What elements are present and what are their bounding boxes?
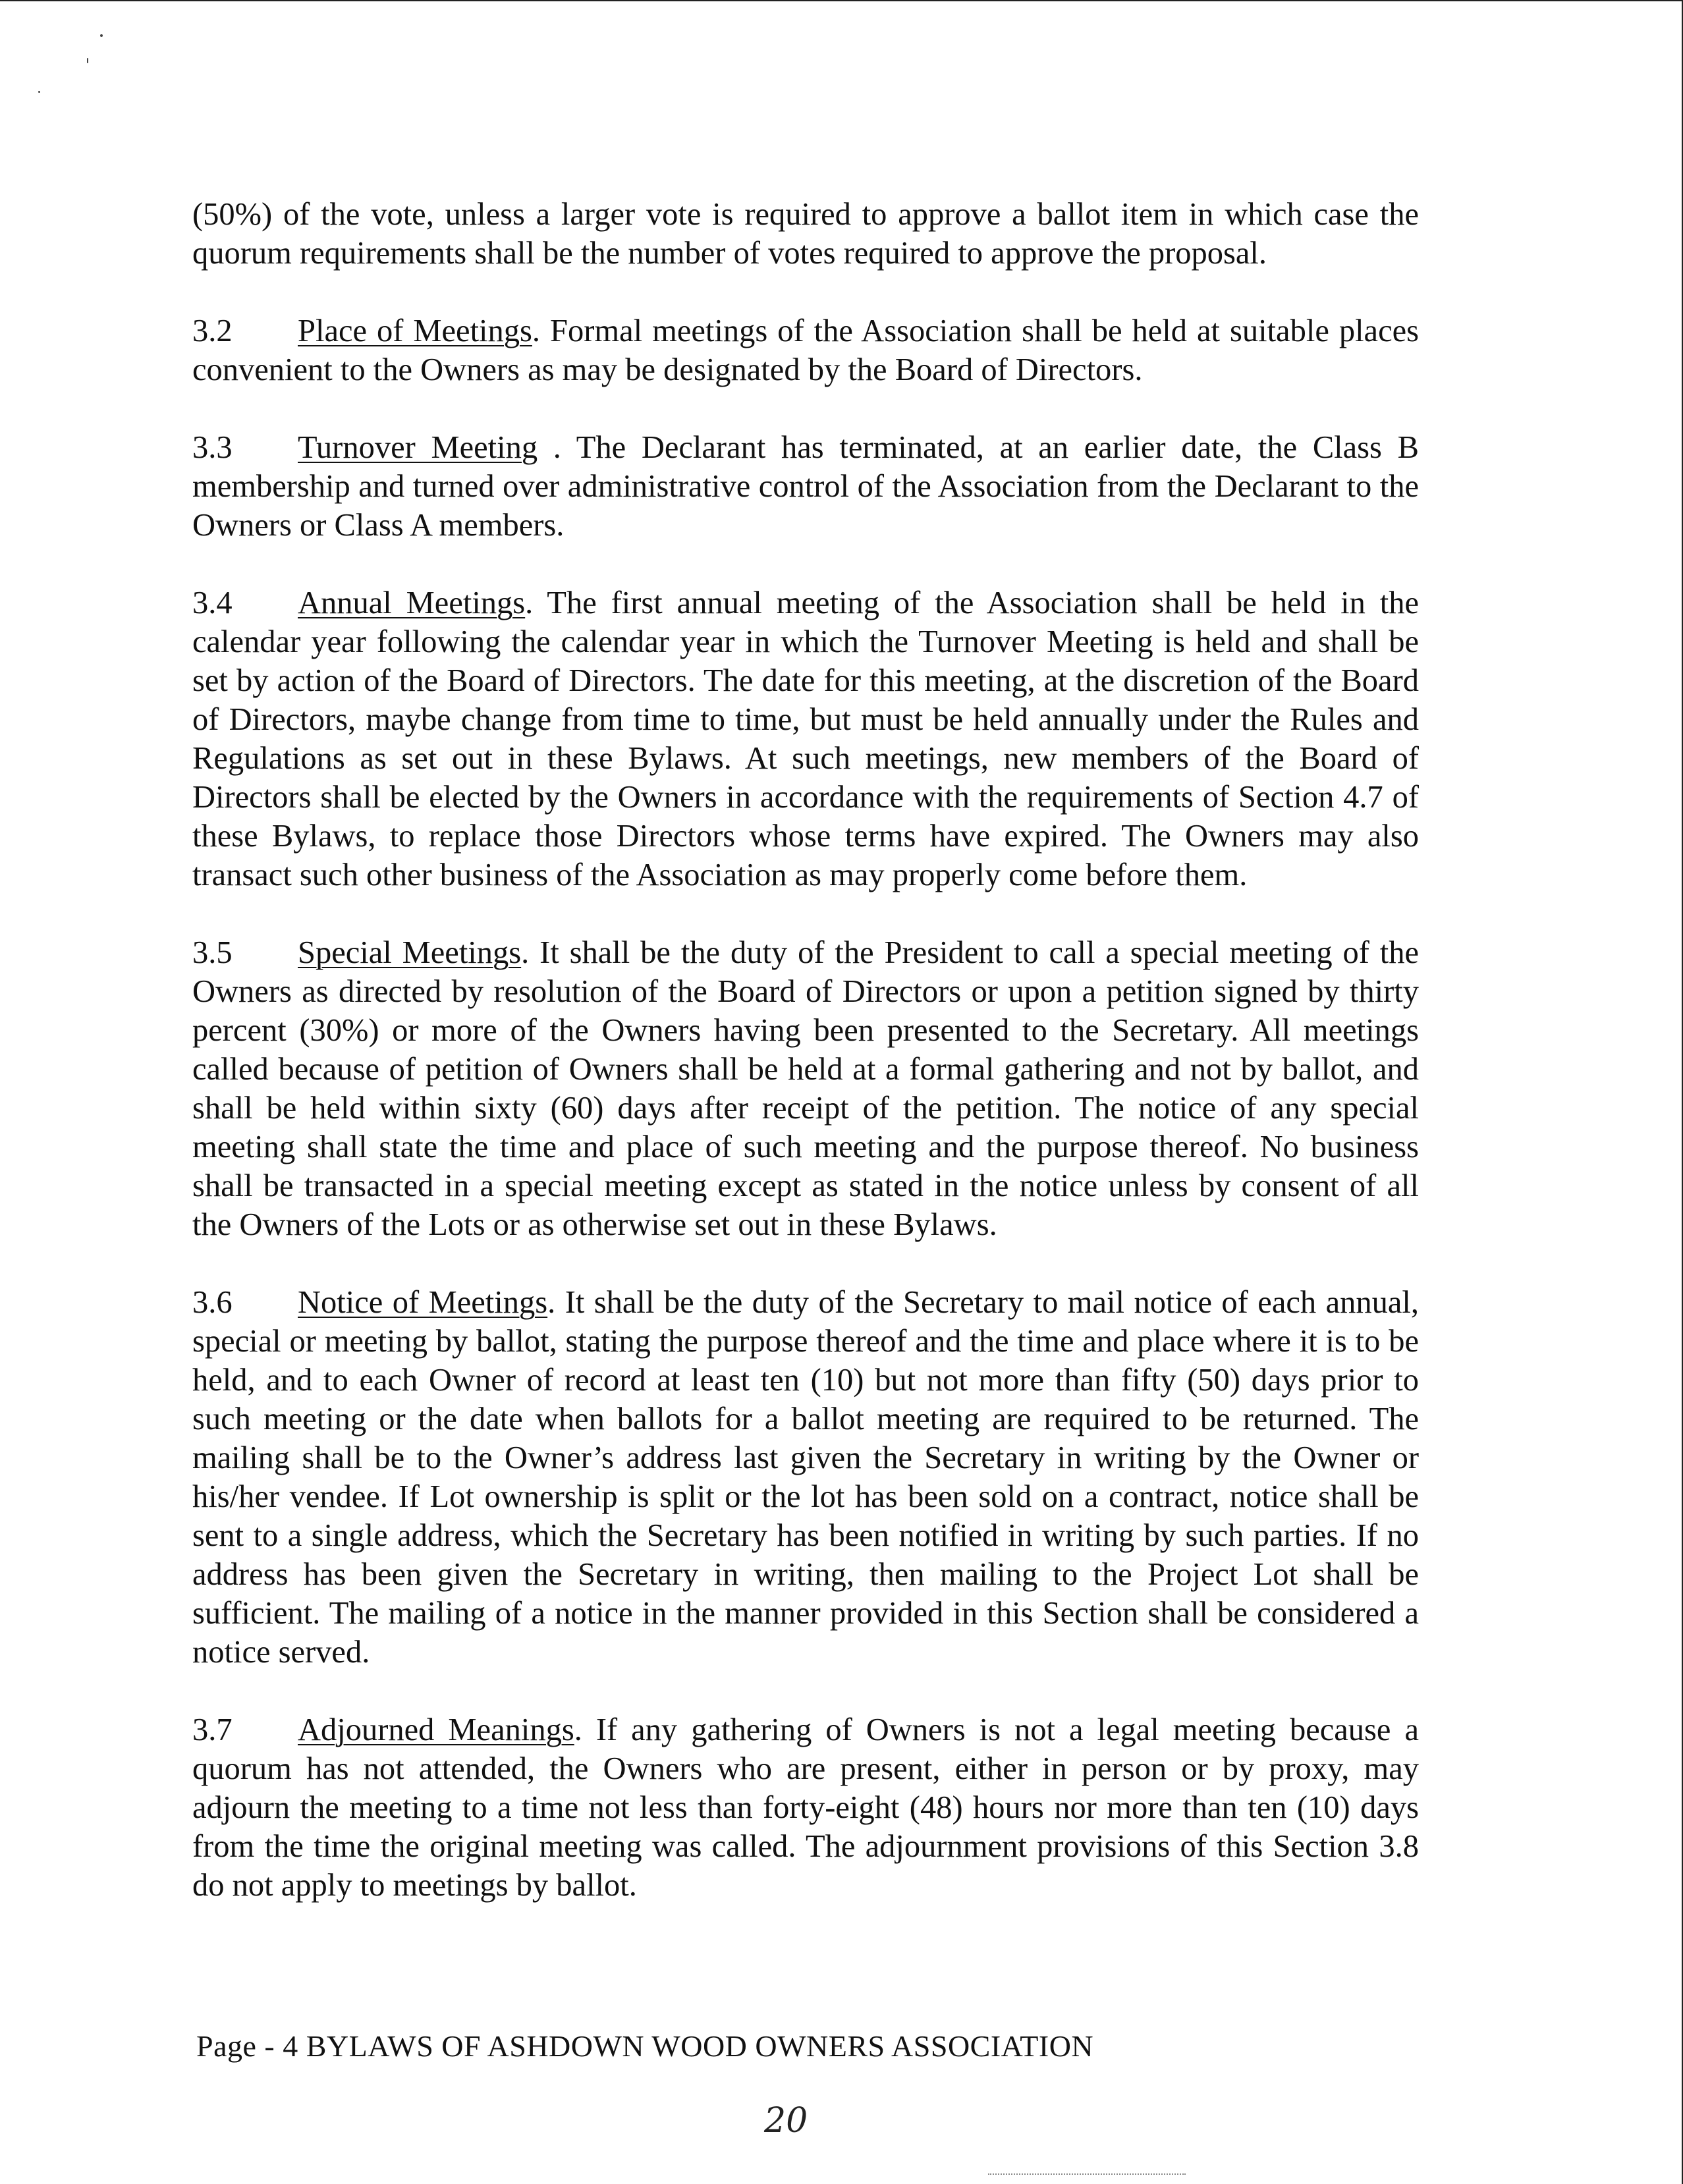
intro-paragraph: (50%) of the vote, unless a larger vote is required to approve a ballot item in which case the quorum requirements shall be the number of votes required to approve the proposal. bbox=[192, 197, 1419, 271]
section-text: . It shall be the duty of the President to call a special meeting of the Owners as directed by resolution of the Board of Directors or upon a petition signed by thirty percent (30%) or more of the Owners having been presented to the Secretary. All meetings called because of petition of Owners shall be held at a formal gathering and not by ballot, and shall be held within sixty (60) days after receipt of the petition. The notice of any special meeting shall state the time and place of such meeting and the purpose thereof. No business shall be transacted in a special meeting except as stated in the notice unless by consent of all the Owners of the Lots or as otherwise set out in these Bylaws. bbox=[192, 935, 1420, 1242]
section-number: 3.7 bbox=[192, 1712, 233, 1747]
section-number: 3.3 bbox=[192, 430, 233, 465]
scan-speck bbox=[38, 91, 40, 93]
section-3-3 bbox=[192, 428, 1419, 545]
section-text: . The first annual meeting of the Association shall be held in the calendar year following the calendar year in which the Turnover Meeting is held and shall be set by action of the Board of Directors. The date for this meeting, at the discretion of the Board of Directors, maybe change from time to time, but must be held annually under the Rules and Regulations as set out in these Bylaws. At such meetings, new members of the Board of Directors shall be elected by the Owners in accordance with the requirements of Section 4.7 of these Bylaws, to replace those Directors whose terms have expired. The Owners may also transact such other business of the Association as may properly come before them. bbox=[192, 586, 1419, 892]
section-3-7 bbox=[192, 1710, 1419, 1905]
section-text: . The Declarant has terminated, at an earlier date, the Class B membership and turned over administrative control of the Association from the Declarant to the Owners or Class A members. bbox=[192, 430, 1419, 543]
section-text: . If any gathering of Owners is not a legal meeting because a quorum has not attended, the Owners who are present, either in person or by proxy, may adjourn the meeting to a time not less than forty-eight (48) hours nor more than ten (10) days from the time the original meeting was called. The adjournment provisions of this Section 3.8 do not apply to meetings by ballot. bbox=[192, 1712, 1419, 1903]
section-text: . It shall be the duty of the Secretary to mail notice of each annual, special or meeting by ballot, stating the purpose thereof and the time and place where it is to be held, and to each Owner of record at least ten (10) but not more than fifty (50) days prior to such meeting or the date when ballots for a ballot meeting are required to be returned. The mailing shall be to the Owner’s address last given the Secretary in writing by the Owner or his/her vendee. If Lot ownership is split or the lot has been sold on a contract, notice shall be sent to a single address, which the Secretary has been notified in writing by such parties. If no address has been given the Secretary in writing, then mailing to the Project Lot shall be sufficient. The mailing of a notice in the manner provided in this Section shall be considered a notice served. bbox=[192, 1285, 1419, 1670]
section-title: Notice of Meetings bbox=[298, 1285, 548, 1320]
section-number: 3.5 bbox=[192, 935, 233, 970]
section-3-5 bbox=[192, 933, 1419, 1244]
section-3-4 bbox=[192, 584, 1419, 894]
page-footer: Page - 4 BYLAWS OF ASHDOWN WOOD OWNERS ASSOCIATION bbox=[196, 2029, 1094, 2063]
scan-speck bbox=[87, 58, 88, 63]
section-title: Special Meetings bbox=[298, 935, 522, 970]
section-text: . Formal meetings of the Association shall be held at suitable places convenient to the Owners as may be designated by the Board of Directors. bbox=[192, 314, 1420, 387]
section-number: 3.4 bbox=[192, 586, 233, 620]
document-body bbox=[192, 195, 1419, 1944]
section-number: 3.6 bbox=[192, 1285, 233, 1320]
section-3-6 bbox=[192, 1283, 1419, 1672]
section-title: Turnover Meeting bbox=[298, 430, 538, 465]
section-title: Adjourned Meanings bbox=[298, 1712, 574, 1747]
scan-speck bbox=[100, 34, 103, 37]
section-3-2 bbox=[192, 312, 1419, 389]
section-number: 3.2 bbox=[192, 314, 233, 348]
bottom-divider bbox=[988, 2173, 1186, 2175]
handwritten-page-number: 20 bbox=[764, 2101, 808, 2141]
section-title: Place of Meetings bbox=[298, 314, 532, 348]
section-title: Annual Meetings bbox=[298, 586, 526, 620]
